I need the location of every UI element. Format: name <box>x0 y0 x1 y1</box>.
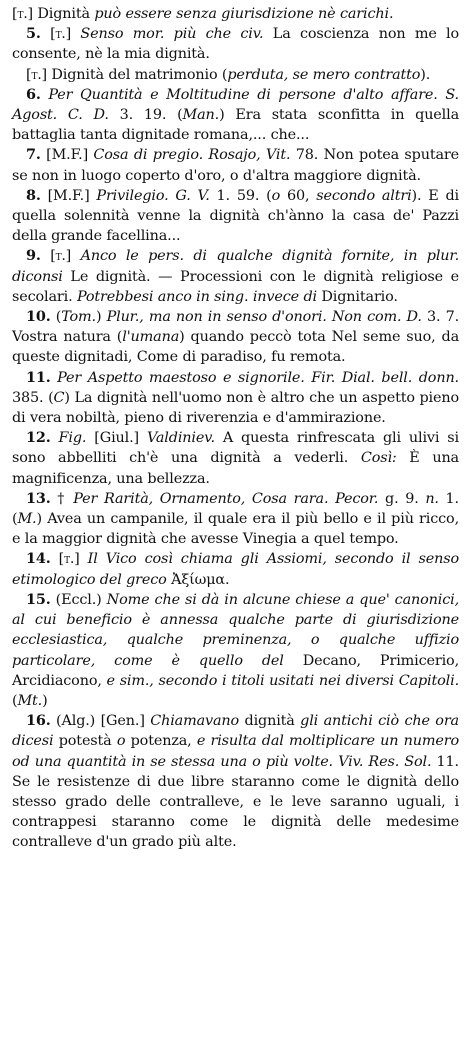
entry-sense-13: 13. † Per Rarità, Ornamento, Cosa rara. Pecor. g. 9. n. 1. (M.) Avea un campanile, il quale era il più bello e il più ricco, e la maggior dignità che avesse Vinegia a quel tempo. <box>12 489 459 548</box>
entry-sense-6: 6. Per Quantità e Moltitudine di persone d'alto affare. S. Agost. C. D. 3. 19. (Man.) Era stata sconfitta in quella battaglia tanta dignitade romana,... che... <box>12 85 460 144</box>
entry-sense-continuation: [t.] Dignità può essere senza giurisdizione nè carichi. <box>12 6 394 22</box>
entry-sense-5b: [t.] Dignità del matrimonio (perduta, se mero contratto). <box>26 66 431 83</box>
entry-sense-10: 10. (Tom.) Plur., ma non in senso d'onori. Non com. D. 3. 7. Vostra natura (l'umana) quando peccò tota Nel seme suo, da queste dignitadi, Come di paradiso, fu remota. <box>12 308 460 366</box>
entry-sense-16: 16. (Alg.) [Gen.] Chiamavano dignità gli antichi ciò che ora dicesi potestà o potenza, e risulta dal moltiplicare un numero od una quantità in se stessa una o più volte. Viv. Res. Sol. 11. Se le resistenze di due libre staranno come le dignità dello stesso grado delle contralleve, e le leve saranno uguali, i contrappesi staranno come le dignità delle medesime contralleve d'un grado più alte. <box>12 712 459 851</box>
entry-sense-9: 9. [t.] Anco le pers. di qualche dignità fornite, in plur. diconsi Le dignità. — Processioni con le dignità religiose e secolari. Potrebbesi anco in sing. invece di Dignitario. <box>12 247 459 305</box>
entry-sense-12: 12. Fig. [Giul.] Valdiniev. A questa rinfrescata gli ulivi si sono abbelliti ch'è una dignità a vederli. Così: È una magnificenza, una bellezza. <box>12 429 459 487</box>
entry-sense-5: 5. [t.] Senso mor. più che civ. La coscienza non me lo consente, nè la mia dignità. <box>12 25 460 63</box>
entry-sense-11: 11. Per Aspetto maestoso e signorile. Fir. Dial. bell. donn. 385. (C) La dignità nell'uomo non è altro che un aspetto pieno di vera nobiltà, pieno di riverenzia e d'ammirazione. <box>12 368 459 427</box>
entry-sense-8: 8. [M.F.] Privilegio. G. V. 1. 59. (o 60, secondo altri). E di quella solennità venne la dignità ch'ànno la casa de' Pazzi della grande facellina... <box>12 186 460 245</box>
entry-sense-7: 7. [M.F.] Cosa di pregio. Rosajo, Vit. 78. Non potea sputare se non in luogo coperto d'oro, o d'altra maggiore dignità. <box>12 146 459 184</box>
entry-sense-14: 14. [t.] Il Vico così chiama gli Assiomi, secondo il senso etimologico del greco Ἀξίωμα. <box>12 550 460 588</box>
entry-sense-15: 15. (Eccl.) Nome che si dà in alcune chiese a que' canonici, al cui beneficio è annessa qualche parte di giurisdizione ecclesiastica, qualche preminenza, o qualche uffizio particolare, come è quello del Decano, Primicerio, Arcidiacono, e sim., secondo i titoli usitati nei diversi Capitoli. (Mt.) <box>12 590 459 709</box>
